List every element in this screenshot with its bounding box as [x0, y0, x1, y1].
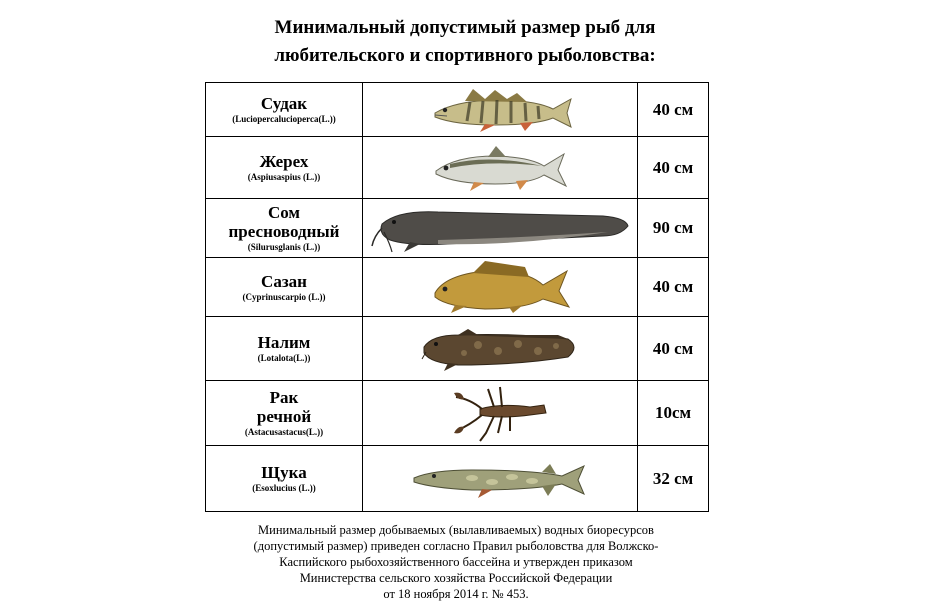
table-row	[206, 258, 709, 317]
burbot-icon	[418, 325, 582, 373]
table-row	[206, 137, 709, 199]
species-name: Жерех	[259, 152, 309, 171]
species-name: Рак	[269, 388, 299, 407]
page-title	[0, 14, 930, 70]
footnote	[205, 522, 707, 602]
species-name: Щука	[261, 463, 307, 482]
species-latin-name: (Astacusastacus(L.))	[244, 427, 324, 437]
fish-size-table	[205, 82, 709, 512]
species-name: Сазан	[261, 271, 307, 291]
footnote-line: Каспийского рыбохозяйственного бассейна и утвержден приказом	[279, 555, 633, 569]
species-image-cell	[363, 83, 638, 137]
species-name-cell	[206, 83, 363, 137]
species-image-cell	[363, 258, 638, 317]
species-image-cell	[363, 199, 638, 258]
table-row	[206, 199, 709, 258]
species-name-cell	[206, 258, 363, 317]
title-line-1: Минимальный допустимый размер рыб для	[274, 17, 656, 38]
min-size-value: 40 см	[638, 317, 709, 381]
table-row	[206, 446, 709, 512]
zander-icon	[425, 87, 575, 133]
title-line-2: любительского и спортивного рыболовства:	[274, 45, 656, 66]
species-latin-name: (Esoxlucius (L.))	[252, 483, 316, 493]
species-image-cell	[363, 381, 638, 446]
species-name-cell	[206, 199, 363, 258]
species-name-cell	[206, 137, 363, 199]
species-latin-name: (Luciopercalucioperca(L.))	[232, 114, 336, 124]
footnote-line: от 18 ноября 2014 г. № 453.	[383, 587, 529, 601]
species-name-cell	[206, 381, 363, 446]
table-row	[206, 317, 709, 381]
species-name: Налим	[257, 333, 311, 352]
species-latin-name: (Aspiusaspius (L.))	[247, 172, 321, 182]
footnote-line: Министерства сельского хозяйства Российской Федерации	[299, 571, 613, 585]
species-image-cell	[363, 137, 638, 199]
min-size-value: 40 см	[638, 258, 709, 317]
species-image-cell	[363, 446, 638, 512]
catfish-icon	[368, 202, 632, 254]
table-row	[206, 381, 709, 446]
species-latin-name: (Lotalota(L.))	[257, 353, 311, 363]
min-size-value: 32 см	[638, 446, 709, 512]
min-size-value: 40 см	[638, 83, 709, 137]
footnote-line: (допустимый размер) приведен согласно Правил рыболовства для Волжско-	[253, 539, 659, 553]
species-name: Судак	[260, 94, 308, 113]
carp-icon	[425, 261, 575, 313]
pike-icon	[412, 456, 588, 502]
table-row	[206, 83, 709, 137]
asp-icon	[430, 144, 570, 192]
species-latin-name: (Silurusglanis (L.))	[247, 242, 321, 252]
species-name: Сом	[267, 203, 301, 222]
species-image-cell	[363, 317, 638, 381]
min-size-value: 90 см	[638, 199, 709, 258]
min-size-value: 40 см	[638, 137, 709, 199]
species-name: пресноводный	[228, 222, 340, 241]
species-name: речной	[256, 407, 312, 426]
crayfish-icon	[450, 383, 550, 443]
species-name-cell	[206, 317, 363, 381]
min-size-value: 10см	[638, 381, 709, 446]
species-latin-name: (Cyprinuscarpio (L.))	[242, 291, 326, 302]
species-name-cell	[206, 446, 363, 512]
footnote-line: Минимальный размер добываемых (вылавливаемых) водных биоресурсов	[258, 523, 654, 537]
